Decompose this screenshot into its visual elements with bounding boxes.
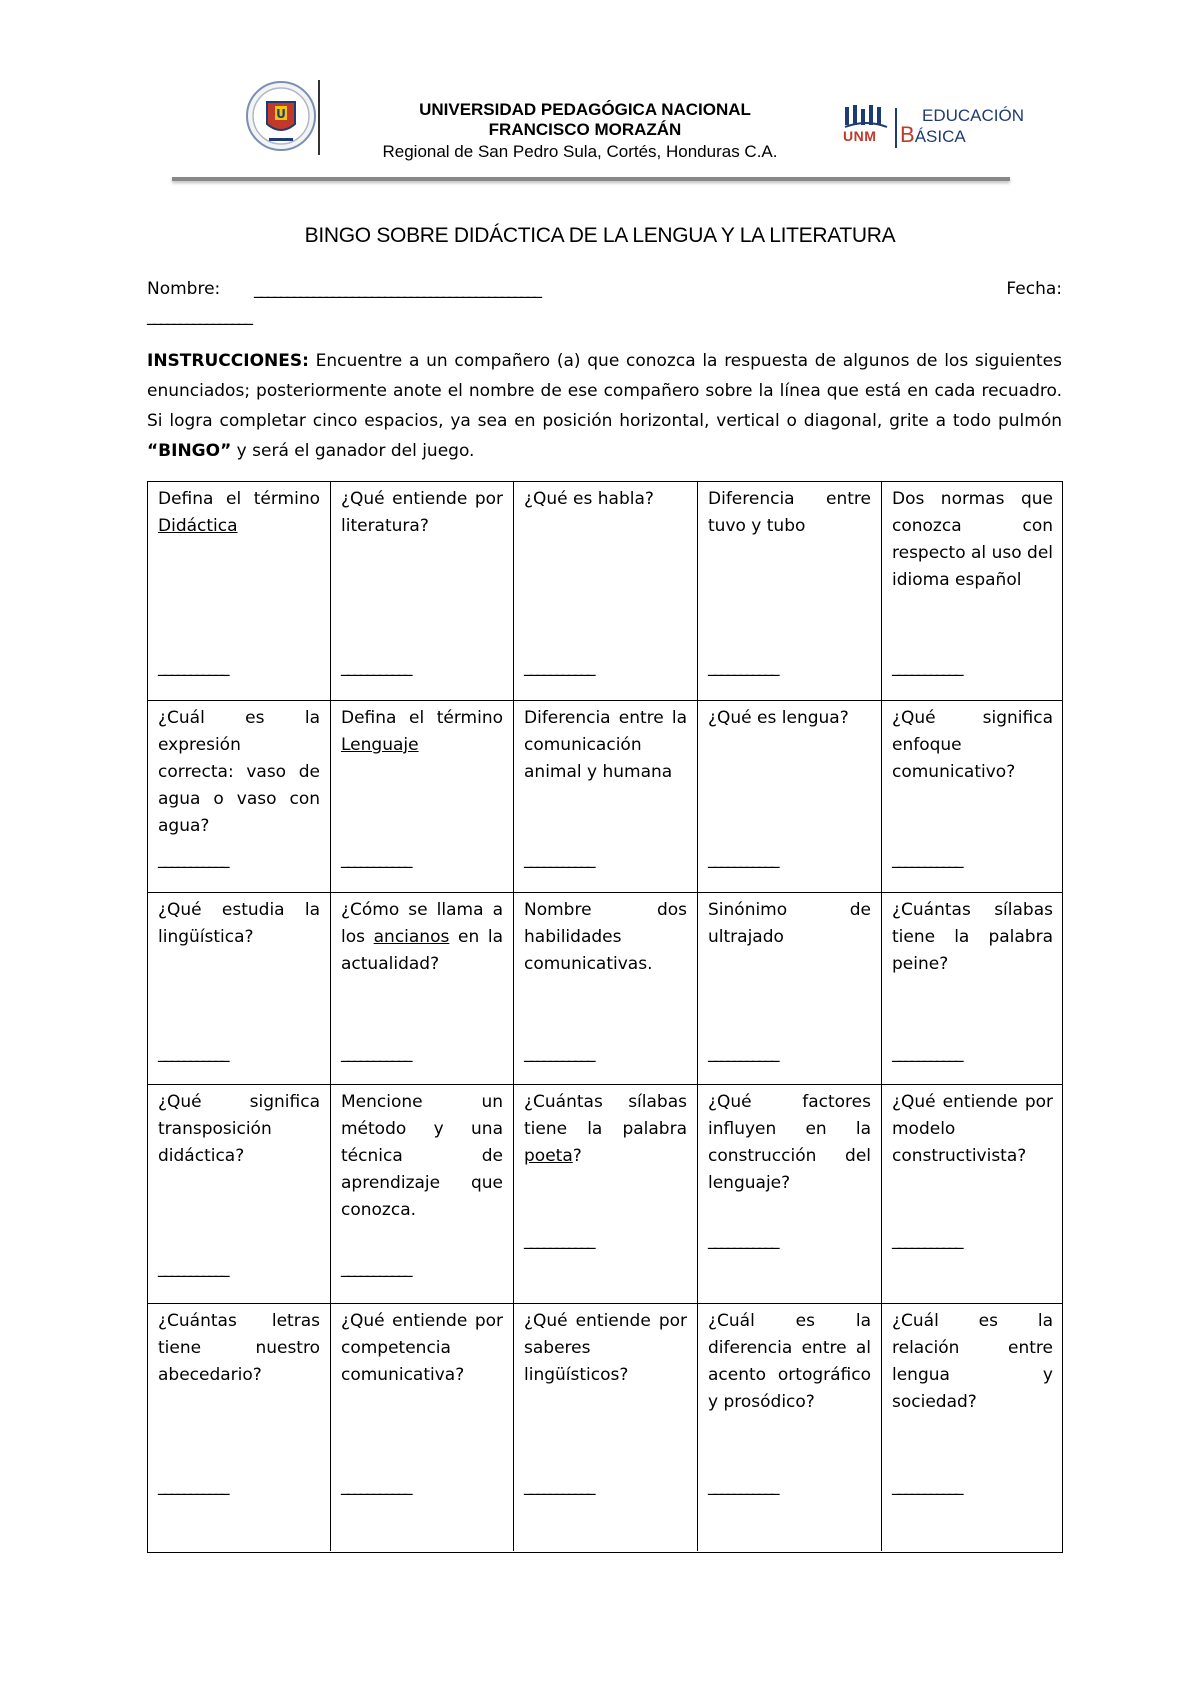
answer-blank[interactable]: ___________ [892,1230,962,1250]
bingo-row-5 [148,1304,1062,1551]
edu-logo-initial: B [900,122,915,147]
answer-blank[interactable]: ___________ [708,1043,778,1063]
answer-blank[interactable]: ___________ [524,1230,594,1250]
answer-blank[interactable]: ___________ [708,1476,778,1496]
bingo-cell[interactable] [514,482,698,701]
cell-question: ¿Qué entiende por literatura? [341,489,503,536]
header-rule [172,177,1010,181]
bingo-cell[interactable] [514,1304,698,1551]
date-label: Fecha: [1006,279,1062,299]
instructions-text-1: Encuentre a un compañero (a) que conozca la respuesta de algunos de los siguientes enunciados; posteriormente anote el nombre de ese compañero sobre la línea que está en cada recuadro. Si logra completar cinco espacios, ya sea en posición horizontal, vertical o diagonal, grite a todo pulmón [147,351,1062,431]
cell-question: ¿Qué entiende por competencia comunicativa? [341,1311,503,1385]
regional-location: Regional de San Pedro Sula, Cortés, Honduras C.A. [382,142,778,161]
bingo-row-2 [148,701,1062,893]
instructions-label: INSTRUCCIONES: [147,351,309,371]
answer-blank[interactable]: ___________ [892,1043,962,1063]
instructions-text-2: y será el ganador del juego. [231,441,475,461]
answer-blank[interactable]: ___________ [524,657,594,677]
bingo-cell[interactable] [331,893,514,1085]
bingo-cell[interactable] [882,1085,1063,1304]
cell-question-underlined: Didáctica [158,516,238,536]
date-blank[interactable]: ________________ [147,306,251,326]
cell-question: Dos normas que conozca con respecto al uso del idioma español [892,489,1053,590]
cell-question: ¿Cuál es la diferencia entre al acento ortográfico y prosódico? [708,1311,871,1412]
bingo-cell[interactable] [331,482,514,701]
bingo-cell[interactable] [698,1304,882,1551]
bingo-cell[interactable] [882,482,1063,701]
cell-question: Defina el término [341,708,503,728]
answer-blank[interactable]: ___________ [892,657,962,677]
cell-question: ¿Qué significa enfoque comunicativo? [892,708,1053,782]
answer-blank[interactable]: ___________ [341,1258,411,1278]
cell-question: ¿Qué entiende por saberes lingüísticos? [524,1311,687,1385]
name-blank[interactable]: ____________________________________________ [254,279,540,299]
bingo-cell[interactable] [331,1304,514,1551]
logo-divider [895,108,897,148]
cell-question: ¿Qué estudia la lingüística? [158,900,320,947]
answer-blank[interactable]: ___________ [524,849,594,869]
bingo-cell[interactable] [148,893,331,1085]
answer-blank[interactable]: ___________ [158,1258,228,1278]
university-header [340,100,830,164]
cell-question: ¿Cuántas sílabas tiene la palabra peine? [892,900,1053,974]
answer-blank[interactable]: ___________ [158,657,228,677]
cell-question: Sinónimo de ultrajado [708,900,871,947]
bingo-cell[interactable] [148,1085,331,1304]
answer-blank[interactable]: ___________ [708,1230,778,1250]
answer-blank[interactable]: ___________ [158,1043,228,1063]
bingo-cell[interactable] [331,1085,514,1304]
bingo-grid [147,481,1063,1553]
educacion-basica-logo [900,106,1024,146]
cell-question-end: ? [572,1146,582,1166]
answer-blank[interactable]: ___________ [892,1476,962,1496]
cell-question: ¿Qué es habla? [524,489,654,509]
cell-question: ¿Cuántas letras tiene nuestro abecedario? [158,1311,320,1385]
edu-logo-line2 [900,122,1024,147]
bingo-row-1 [148,482,1062,701]
cell-question: ¿Cómo se llama a los [341,900,503,947]
answer-blank[interactable]: ___________ [158,1476,228,1496]
bingo-cell[interactable] [514,1085,698,1304]
edu-logo-line1: EDUCACIÓN [922,106,1025,125]
university-name-2: FRANCISCO MORAZÁN [488,120,682,139]
bingo-cell[interactable] [698,1085,882,1304]
page-title: BINGO SOBRE DIDÁCTICA DE LA LENGUA Y LA LITERATURA [304,224,896,247]
header-divider [318,80,320,155]
answer-blank[interactable]: ___________ [341,1476,411,1496]
bingo-cell[interactable] [148,701,331,893]
cell-question-end: en la actualidad? [341,927,503,974]
bingo-cell[interactable] [698,482,882,701]
edu-logo-line2-text: ÁSICA [914,127,966,146]
cell-question-underlined: Lenguaje [341,735,419,755]
unm-logo-text: UNM [843,128,877,144]
bingo-cell[interactable] [882,893,1063,1085]
university-seal-logo [245,76,317,158]
cell-question: ¿Cuál es la expresión correcta: vaso de agua o vaso con agua? [158,708,320,836]
cell-question: Diferencia entre tuvo y tubo [708,489,871,536]
cell-question: Diferencia entre la comunicación animal y humana [524,708,687,782]
answer-blank[interactable]: ___________ [708,657,778,677]
answer-blank[interactable]: ___________ [341,657,411,677]
cell-question: Defina el término [158,489,320,509]
cell-question: Nombre dos habilidades comunicativas. [524,900,687,974]
bingo-cell[interactable] [148,1304,331,1551]
bingo-cell[interactable] [148,482,331,701]
cell-question-underlined: ancianos [373,927,450,947]
answer-blank[interactable]: ___________ [708,849,778,869]
cell-question: Mencione un método y una técnica de aprendizaje que conozca. [341,1092,503,1220]
bingo-row-4 [148,1085,1062,1304]
cell-question: ¿Cuántas sílabas tiene la palabra [524,1092,687,1139]
bingo-cell[interactable] [698,893,882,1085]
cell-question-underlined: poeta [524,1146,573,1166]
cell-question: ¿Cuál es la relación entre lengua y sociedad? [892,1311,1053,1412]
cell-question: ¿Qué es lengua? [708,708,849,728]
name-date-row [147,276,1062,302]
answer-blank[interactable]: ___________ [341,1043,411,1063]
answer-blank[interactable]: ___________ [158,849,228,869]
answer-blank[interactable]: ___________ [892,849,962,869]
answer-blank[interactable]: ___________ [341,849,411,869]
bingo-cell[interactable] [698,701,882,893]
bingo-row-3 [148,893,1062,1085]
bingo-word: “BINGO” [147,441,232,461]
cell-question: ¿Qué factores influyen en la construcción del lenguaje? [708,1092,871,1193]
bingo-cell[interactable] [882,701,1063,893]
bingo-cell[interactable] [514,893,698,1085]
name-label: Nombre: [147,279,221,299]
cell-question: ¿Qué entiende por modelo constructivista? [892,1092,1053,1166]
university-name: UNIVERSIDAD PEDAGÓGICA NACIONAL [419,100,751,119]
bingo-cell[interactable] [514,701,698,893]
answer-blank[interactable]: ___________ [524,1043,594,1063]
instructions [147,346,1062,466]
cell-question: ¿Qué significa transposición didáctica? [158,1092,320,1166]
bingo-cell[interactable] [882,1304,1063,1551]
bingo-cell[interactable] [331,701,514,893]
answer-blank[interactable]: ___________ [524,1476,594,1496]
svg-text:U: U [276,107,286,121]
